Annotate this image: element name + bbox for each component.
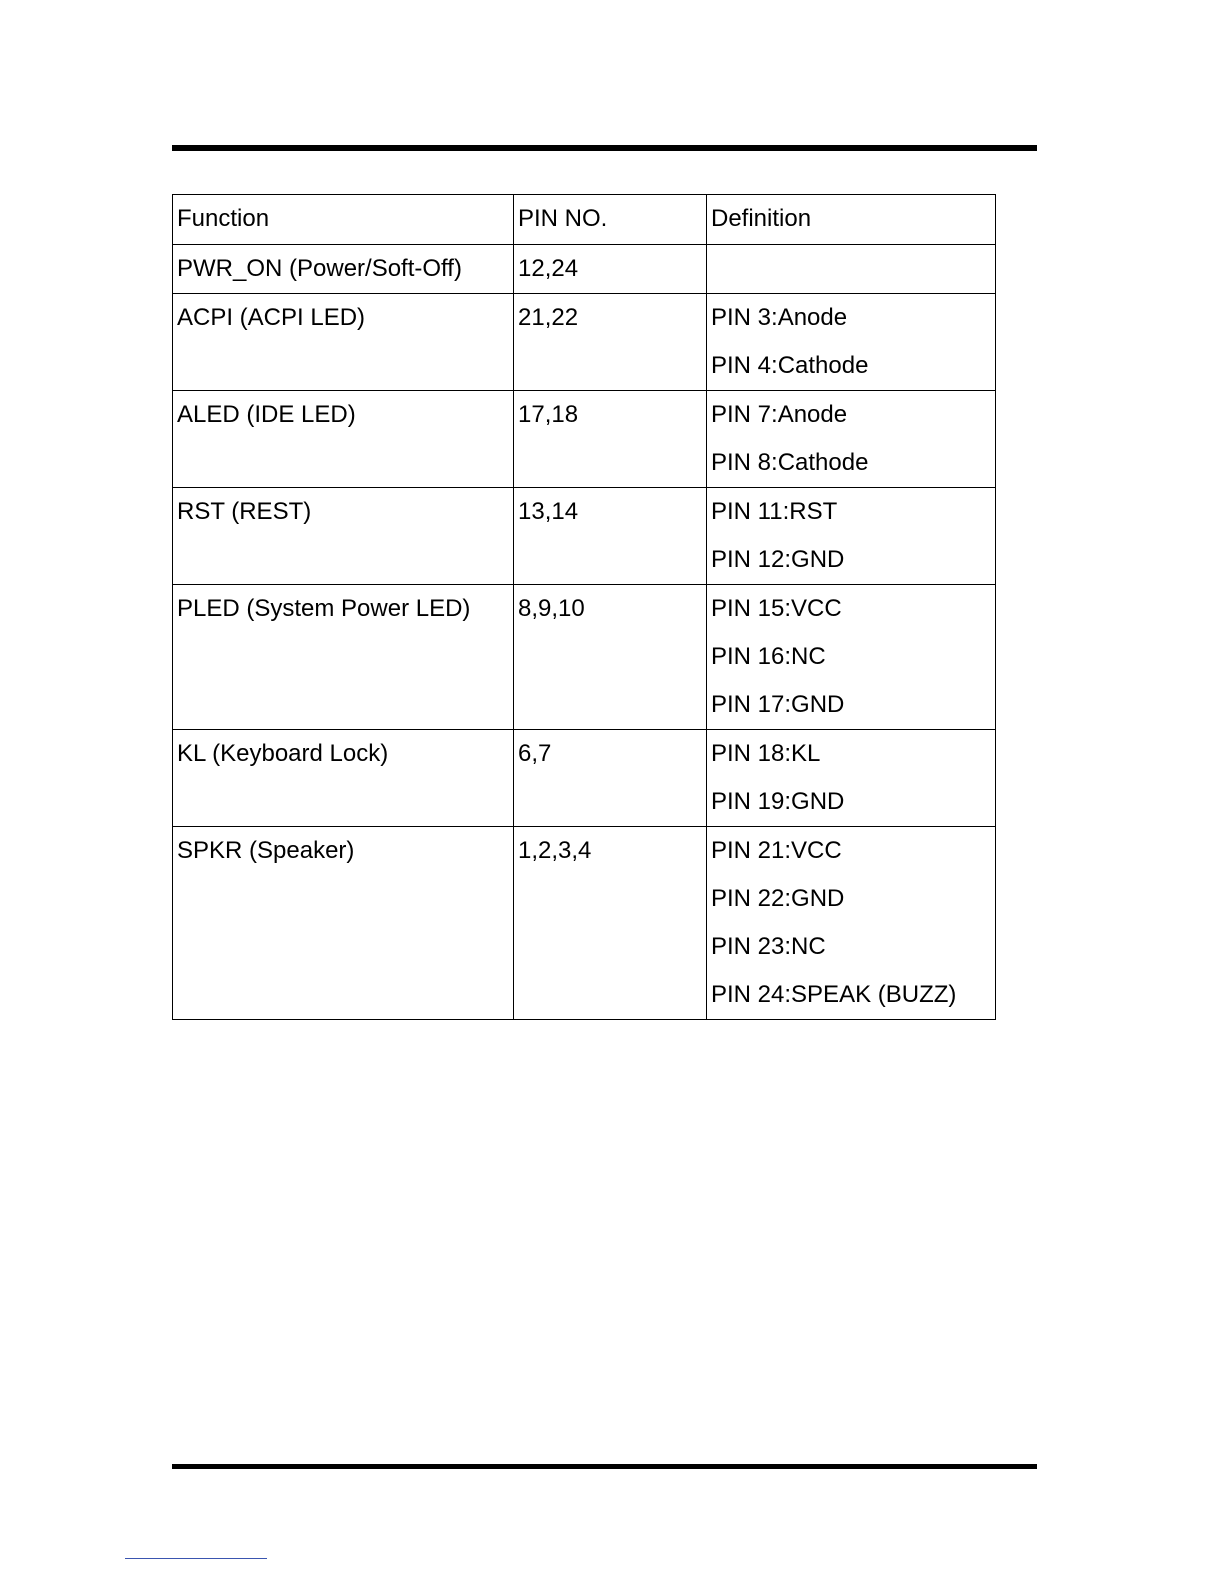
definition-cell bbox=[707, 391, 996, 488]
table-row bbox=[173, 245, 996, 294]
definition-line: PIN 15:VCC bbox=[711, 595, 842, 622]
definition-cell bbox=[707, 294, 996, 391]
function-cell: RST (REST) bbox=[173, 488, 514, 585]
definition-cell bbox=[707, 730, 996, 827]
definition-line: PIN 12:GND bbox=[711, 546, 845, 573]
definition-line: PIN 8:Cathode bbox=[711, 449, 869, 476]
definition-line: PIN 7:Anode bbox=[711, 401, 848, 428]
pin-no-cell: 6,7 bbox=[514, 730, 707, 827]
pin-no-cell: 13,14 bbox=[514, 488, 707, 585]
definition-cell bbox=[707, 245, 996, 294]
definition-line: PIN 19:GND bbox=[711, 788, 845, 815]
bottom-rule bbox=[172, 1464, 1037, 1469]
function-cell: PLED (System Power LED) bbox=[173, 585, 514, 730]
table-row bbox=[173, 294, 996, 391]
definition-line: PIN 3:Anode bbox=[711, 304, 848, 331]
definition-cell bbox=[707, 488, 996, 585]
table-row bbox=[173, 488, 996, 585]
definition-line: PIN 4:Cathode bbox=[711, 352, 869, 379]
table-row bbox=[173, 827, 996, 1020]
table-row bbox=[173, 391, 996, 488]
pin-no-cell: 17,18 bbox=[514, 391, 707, 488]
function-cell: KL (Keyboard Lock) bbox=[173, 730, 514, 827]
definition-cell bbox=[707, 827, 996, 1020]
pin-no-cell: 12,24 bbox=[514, 245, 707, 294]
pin-definition-table bbox=[172, 194, 996, 1020]
header-definition: Definition bbox=[707, 195, 996, 245]
top-rule bbox=[172, 145, 1037, 151]
pin-no-cell: 1,2,3,4 bbox=[514, 827, 707, 1020]
footer-link-underline[interactable] bbox=[125, 1558, 267, 1559]
definition-line: PIN 17:GND bbox=[711, 691, 845, 718]
definition-line: PIN 18:KL bbox=[711, 740, 821, 767]
function-cell: SPKR (Speaker) bbox=[173, 827, 514, 1020]
definition-line: PIN 23:NC bbox=[711, 933, 826, 960]
table-row bbox=[173, 730, 996, 827]
function-cell: ACPI (ACPI LED) bbox=[173, 294, 514, 391]
function-cell: PWR_ON (Power/Soft-Off) bbox=[173, 245, 514, 294]
header-function: Function bbox=[173, 195, 514, 245]
definition-cell bbox=[707, 585, 996, 730]
table-row bbox=[173, 585, 996, 730]
definition-line: PIN 24:SPEAK (BUZZ) bbox=[711, 981, 957, 1008]
header-pin-no: PIN NO. bbox=[514, 195, 707, 245]
function-cell: ALED (IDE LED) bbox=[173, 391, 514, 488]
table-header-row bbox=[173, 195, 996, 245]
definition-line: PIN 16:NC bbox=[711, 643, 826, 670]
definition-line: PIN 22:GND bbox=[711, 885, 845, 912]
pin-no-cell: 21,22 bbox=[514, 294, 707, 391]
definition-line: PIN 11:RST bbox=[711, 498, 838, 525]
pin-no-cell: 8,9,10 bbox=[514, 585, 707, 730]
definition-line: PIN 21:VCC bbox=[711, 837, 842, 864]
